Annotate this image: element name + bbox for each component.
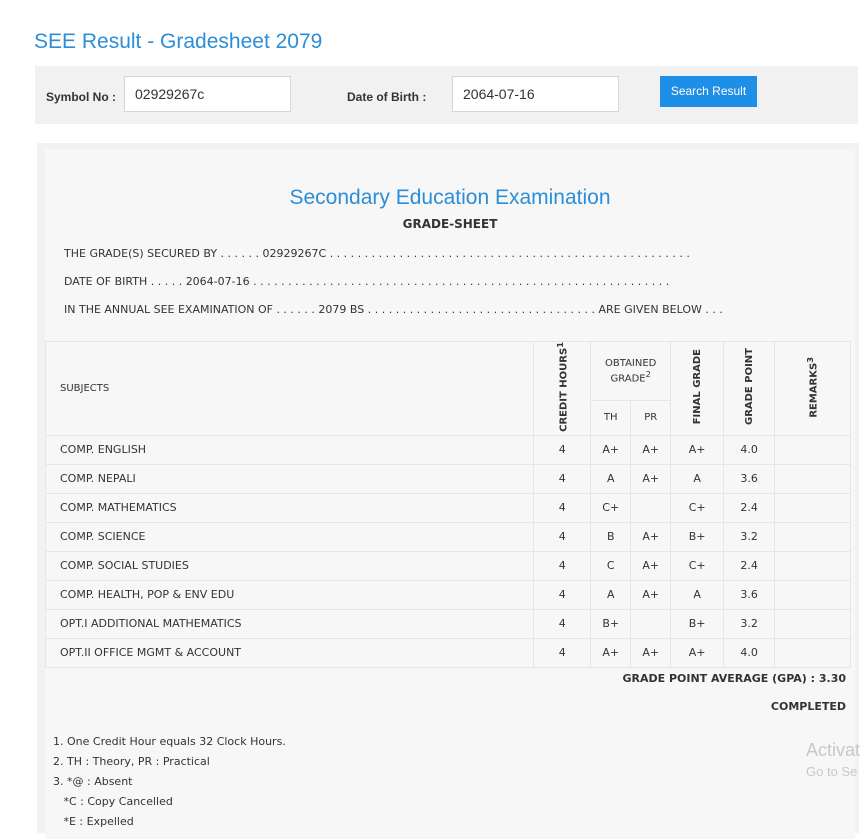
header-final-grade-text: FINAL GRADE <box>691 349 703 425</box>
secured-by-suffix: . . . . . . . . . . . . . . . . . . . . . . . . . . . . . . . . . . . . . . . . . . . . . . . . . . . . <box>329 247 690 260</box>
row-final-grade: A+ <box>671 435 724 464</box>
page-title: SEE Result - Gradesheet 2079 <box>34 30 323 53</box>
row-th-grade: A <box>591 464 631 493</box>
header-remarks <box>775 342 851 436</box>
row-th-grade: C+ <box>591 493 631 522</box>
search-bar <box>35 66 858 124</box>
row-remarks <box>775 551 851 580</box>
search-result-button[interactable]: Search Result <box>660 76 757 107</box>
row-credit-hours: 4 <box>534 580 591 609</box>
row-remarks <box>775 435 851 464</box>
exam-title: Secondary Education Examination <box>289 186 611 209</box>
row-credit-hours: 4 <box>534 464 591 493</box>
row-credit-hours: 4 <box>534 551 591 580</box>
row-grade-point: 4.0 <box>724 435 775 464</box>
row-remarks <box>775 638 851 667</box>
header-credit-hours-text: CREDIT HOURS <box>558 347 570 432</box>
row-grade-point: 3.6 <box>724 580 775 609</box>
row-subject: COMP. HEALTH, POP & ENV EDU <box>46 580 534 609</box>
gpa-summary: GRADE POINT AVERAGE (GPA) : 3.30 <box>622 672 846 685</box>
dob-line-suffix: . . . . . . . . . . . . . . . . . . . . . . . . . . . . . . . . . . . . . . . . . . . . . . . . . . . . . . . . . . . . <box>253 275 670 288</box>
grade-rows <box>46 435 851 667</box>
row-final-grade: C+ <box>671 493 724 522</box>
row-credit-hours: 4 <box>534 609 591 638</box>
secured-by-line <box>64 247 690 260</box>
row-pr-grade: A+ <box>631 638 671 667</box>
secured-by-value: 02929267C <box>262 247 327 260</box>
row-pr-grade <box>631 493 671 522</box>
header-th: TH <box>591 401 631 436</box>
symbol-label: Symbol No : <box>46 90 117 104</box>
gradesheet <box>45 149 858 839</box>
row-subject: COMP. ENGLISH <box>46 435 534 464</box>
header-pr: PR <box>631 401 671 436</box>
row-remarks <box>775 580 851 609</box>
grades-table <box>45 341 851 668</box>
row-grade-point: 3.2 <box>724 609 775 638</box>
row-credit-hours: 4 <box>534 493 591 522</box>
dob-line <box>64 275 669 288</box>
footnote: 1. One Credit Hour equals 32 Clock Hours. <box>53 735 286 748</box>
table-row <box>46 493 851 522</box>
symbol-input[interactable]: 02929267c <box>124 76 291 112</box>
header-grade-point <box>724 342 775 436</box>
dob-label: Date of Birth : <box>347 90 427 104</box>
header-credit-hours <box>534 342 591 436</box>
row-grade-point: 2.4 <box>724 551 775 580</box>
table-row <box>46 609 851 638</box>
footnote: *E : Expelled <box>53 815 134 828</box>
header-subjects: SUBJECTS <box>46 342 534 436</box>
row-grade-point: 3.6 <box>724 464 775 493</box>
row-final-grade: A <box>671 464 724 493</box>
secured-by-prefix: THE GRADE(S) SECURED BY . . . . . . <box>64 247 260 260</box>
row-subject: COMP. NEPALI <box>46 464 534 493</box>
row-remarks <box>775 609 851 638</box>
result-status: COMPLETED <box>770 700 846 713</box>
row-final-grade: C+ <box>671 551 724 580</box>
row-th-grade: B <box>591 522 631 551</box>
dob-line-value: 2064-07-16 <box>185 275 250 288</box>
row-remarks <box>775 522 851 551</box>
row-th-grade: A+ <box>591 638 631 667</box>
row-remarks <box>775 493 851 522</box>
row-th-grade: C <box>591 551 631 580</box>
row-subject: COMP. SCIENCE <box>46 522 534 551</box>
row-pr-grade: A+ <box>631 522 671 551</box>
exam-line-prefix: IN THE ANNUAL SEE EXAMINATION OF . . . . . . <box>64 303 315 316</box>
header-credit-sup: 1 <box>555 342 566 348</box>
header-remarks-sup: 3 <box>805 356 816 363</box>
gradesheet-container <box>37 143 859 833</box>
exam-line <box>64 303 723 316</box>
table-row <box>46 580 851 609</box>
row-final-grade: B+ <box>671 522 724 551</box>
row-subject: COMP. SOCIAL STUDIES <box>46 551 534 580</box>
row-credit-hours: 4 <box>534 638 591 667</box>
table-row <box>46 638 851 667</box>
row-grade-point: 3.2 <box>724 522 775 551</box>
row-pr-grade: A+ <box>631 551 671 580</box>
row-th-grade: A+ <box>591 435 631 464</box>
header-obtained-text: OBTAINED GRADE <box>605 357 657 385</box>
footnotes <box>53 732 286 832</box>
table-row <box>46 464 851 493</box>
row-th-grade: A <box>591 580 631 609</box>
header-remarks-text: REMARKS <box>808 362 820 418</box>
footnote: 3. *@ : Absent <box>53 775 133 788</box>
row-credit-hours: 4 <box>534 522 591 551</box>
row-th-grade: B+ <box>591 609 631 638</box>
header-final-grade <box>671 342 724 436</box>
footnote: *C : Copy Cancelled <box>53 795 173 808</box>
dob-line-prefix: DATE OF BIRTH . . . . . <box>64 275 183 288</box>
row-final-grade: A+ <box>671 638 724 667</box>
table-row <box>46 551 851 580</box>
row-subject: COMP. MATHEMATICS <box>46 493 534 522</box>
dob-input[interactable]: 2064-07-16 <box>452 76 619 112</box>
gradesheet-title: GRADE-SHEET <box>402 217 498 231</box>
row-pr-grade: A+ <box>631 580 671 609</box>
exam-line-value: 2079 BS <box>318 303 365 316</box>
exam-line-suffix: . . . . . . . . . . . . . . . . . . . . . . . . . . . . . . . . . ARE GIVEN BELOW . . . <box>367 303 723 316</box>
row-credit-hours: 4 <box>534 435 591 464</box>
row-grade-point: 4.0 <box>724 638 775 667</box>
activation-watermark-subtitle: Go to Se <box>806 764 858 779</box>
footnote: 2. TH : Theory, PR : Practical <box>53 755 210 768</box>
row-grade-point: 2.4 <box>724 493 775 522</box>
row-subject: OPT.I ADDITIONAL MATHEMATICS <box>46 609 534 638</box>
row-remarks <box>775 464 851 493</box>
row-final-grade: A <box>671 580 724 609</box>
row-subject: OPT.II OFFICE MGMT & ACCOUNT <box>46 638 534 667</box>
row-pr-grade: A+ <box>631 435 671 464</box>
activation-watermark-title: Activat <box>806 740 861 760</box>
header-obtained-sup: 2 <box>645 368 651 379</box>
header-grade-point-text: GRADE POINT <box>743 348 755 426</box>
header-obtained-grade <box>591 342 671 401</box>
row-final-grade: B+ <box>671 609 724 638</box>
table-row <box>46 522 851 551</box>
row-pr-grade <box>631 609 671 638</box>
table-row <box>46 435 851 464</box>
row-pr-grade: A+ <box>631 464 671 493</box>
